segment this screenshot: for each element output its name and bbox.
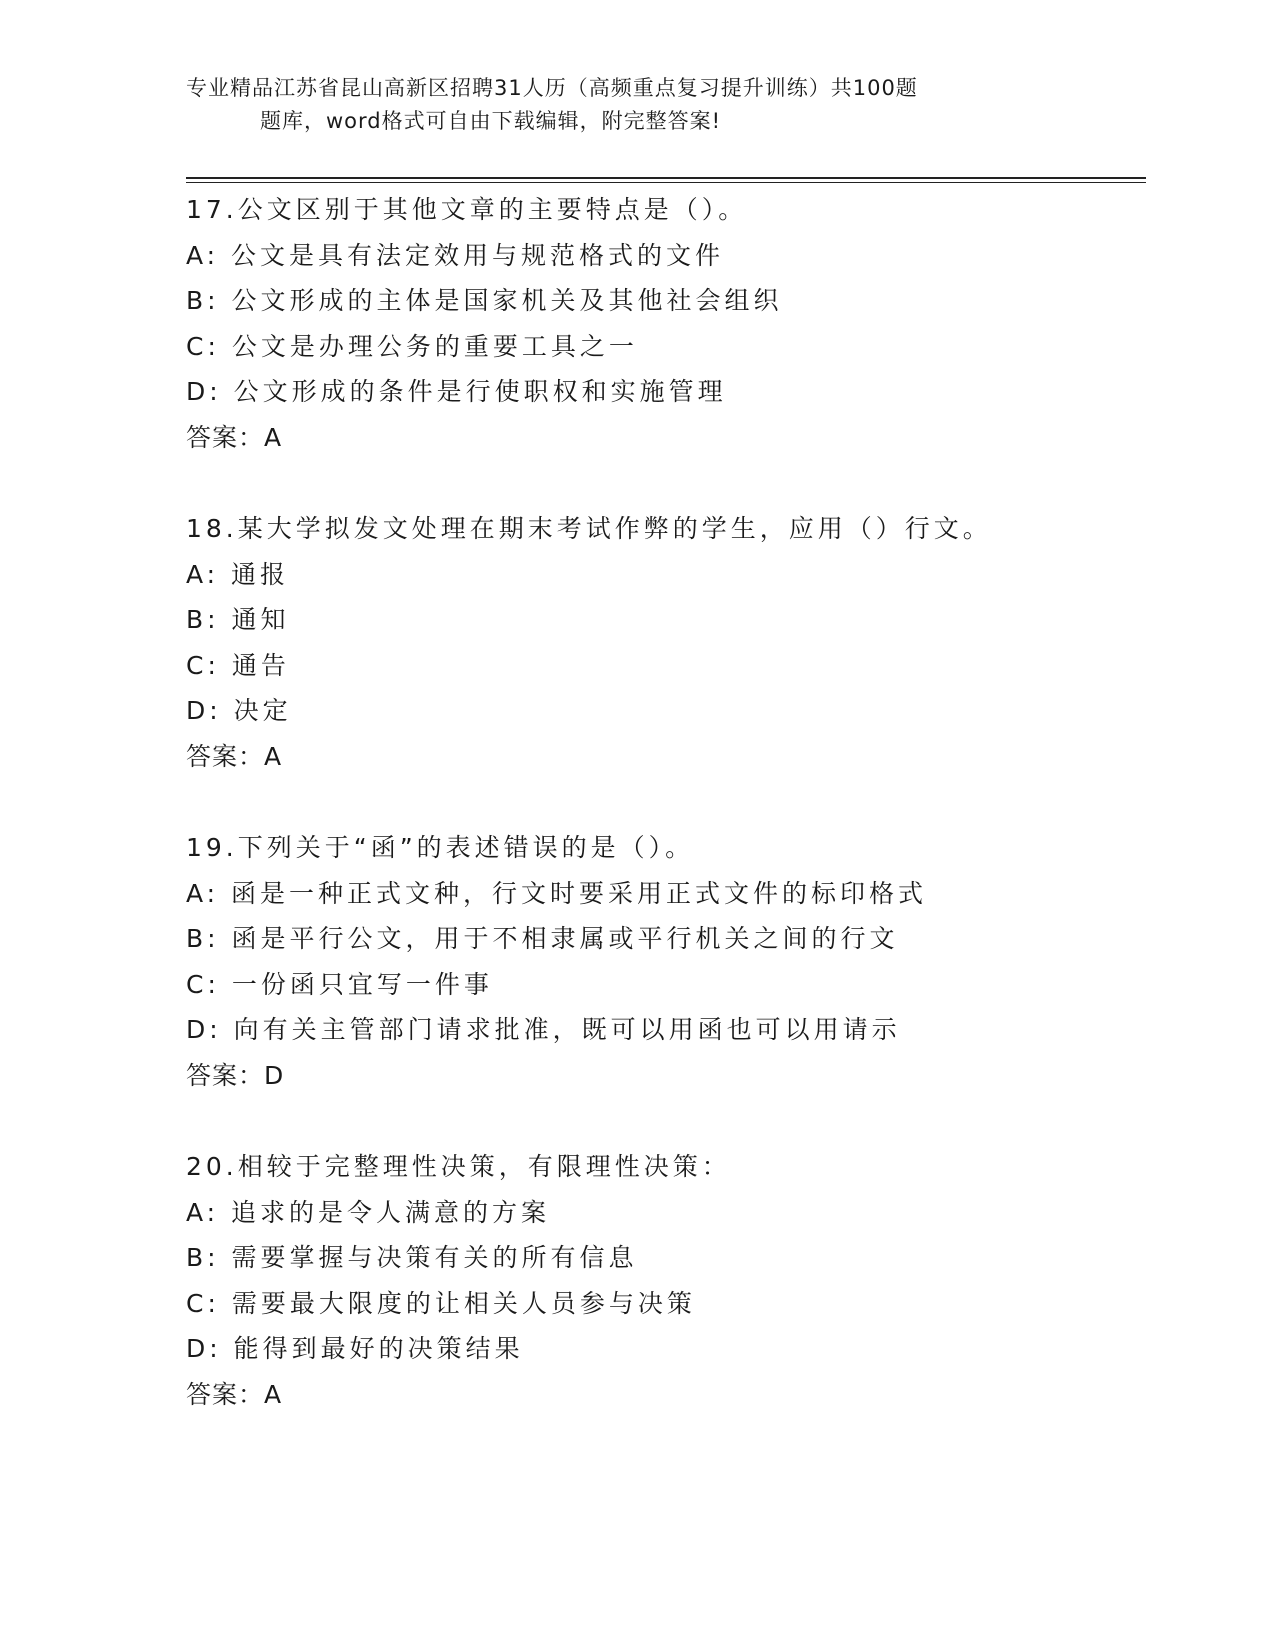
- question-stem: 17.公文区别于其他文章的主要特点是（）。: [186, 195, 748, 224]
- option-b: B: 通知: [186, 605, 290, 634]
- header-title-line2: 题库，word格式可自由下载编辑，附完整答案!: [260, 109, 722, 133]
- option-c: C: 通告: [186, 650, 290, 680]
- header-divider-thin: [186, 182, 1146, 183]
- answer-line: 答案：A: [186, 422, 283, 452]
- option-b: B: 函是平行公文，用于不相隶属或平行机关之间的行文: [186, 924, 899, 953]
- question-list: [186, 187, 1146, 1463]
- page-header: [186, 72, 1086, 138]
- option-d: D: 能得到最好的决策结果: [186, 1334, 524, 1363]
- option-a: A: 追求的是令人满意的方案: [186, 1197, 551, 1227]
- answer-line: 答案：A: [186, 1379, 283, 1409]
- option-d: D: 公文形成的条件是行使职权和实施管理: [186, 377, 727, 406]
- header-divider-thick: [186, 177, 1146, 179]
- option-c: C: 公文是办理公务的重要工具之一: [186, 331, 638, 361]
- question-stem: 19.下列关于“函”的表述错误的是（）。: [186, 833, 695, 862]
- question-20: [186, 1144, 1146, 1417]
- question-stem: 20.相较于完整理性决策，有限理性决策：: [186, 1152, 731, 1181]
- question-stem: 18.某大学拟发文处理在期末考试作弊的学生，应用（）行文。: [186, 514, 992, 543]
- option-d: D: 决定: [186, 696, 292, 725]
- option-c: C: 一份函只宜写一件事: [186, 969, 493, 999]
- header-title-line1: 专业精品江苏省昆山高新区招聘31人历（高频重点复习提升训练）共100题: [186, 76, 918, 100]
- option-b: B: 需要掌握与决策有关的所有信息: [186, 1243, 638, 1272]
- option-a: A: 通报: [186, 559, 290, 589]
- question-18: [186, 506, 1146, 779]
- answer-line: 答案：A: [186, 741, 283, 771]
- option-d: D: 向有关主管部门请求批准，既可以用函也可以用请示: [186, 1015, 901, 1044]
- option-a: A: 公文是具有法定效用与规范格式的文件: [186, 240, 725, 270]
- question-19: [186, 825, 1146, 1098]
- option-c: C: 需要最大限度的让相关人员参与决策: [186, 1288, 696, 1318]
- option-a: A: 函是一种正式文种，行文时要采用正式文件的标印格式: [186, 878, 928, 908]
- question-17: [186, 187, 1146, 460]
- option-b: B: 公文形成的主体是国家机关及其他社会组织: [186, 286, 783, 315]
- answer-line: 答案：D: [186, 1060, 285, 1090]
